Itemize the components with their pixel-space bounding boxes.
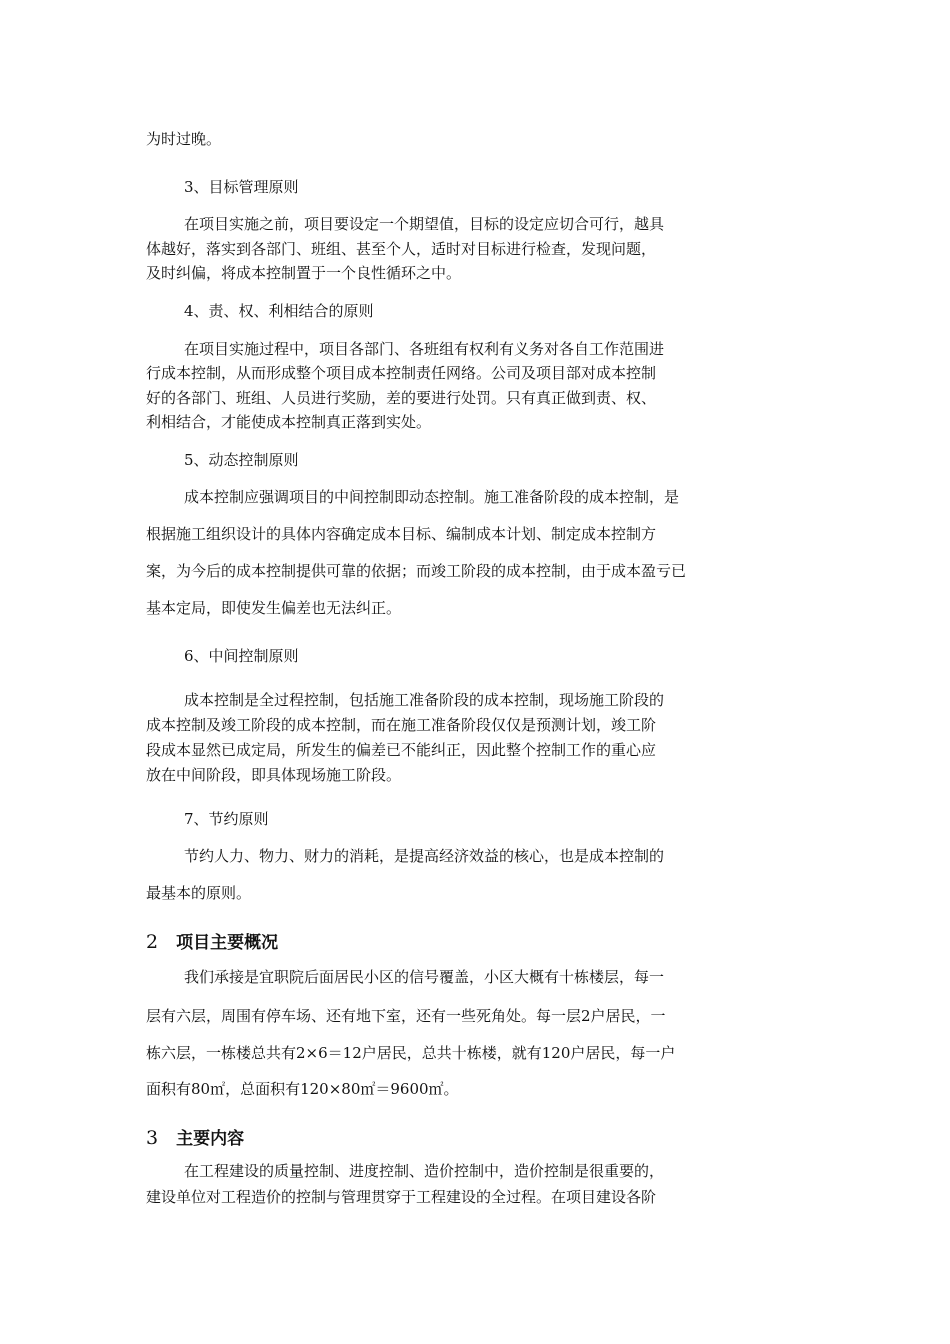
paragraph-line: 案，为今后的成本控制提供可靠的依据；而竣工阶段的成本控制，由于成本盈亏已 — [146, 562, 687, 580]
paragraph-line: 节约人力、物力、财力的消耗，是提高经济效益的核心，也是成本控制的 — [184, 847, 665, 865]
paragraph-line: 利相结合，才能使成本控制真正落到实处。 — [146, 413, 432, 431]
section-heading — [146, 1124, 244, 1149]
section-subtitle: 4、责、权、利相结合的原则 — [184, 302, 374, 320]
paragraph-line: 基本定局，即使发生偏差也无法纠正。 — [146, 599, 402, 617]
paragraph-line: 我们承接是宜职院后面居民小区的信号覆盖，小区大概有十栋楼层，每一 — [184, 968, 665, 986]
paragraph-line: 为时过晚。 — [146, 130, 222, 148]
paragraph-line: 好的各部门、班组、人员进行奖励，差的要进行处罚。只有真正做到责、权、 — [146, 389, 657, 407]
section-subtitle: 6、中间控制原则 — [184, 647, 299, 665]
paragraph-line: 在项目实施过程中，项目各部门、各班组有权利有义务对各自工作范围进 — [184, 340, 665, 358]
section-heading — [146, 928, 278, 953]
paragraph-line: 段成本显然已成定局，所发生的偏差已不能纠正，因此整个控制工作的重心应 — [146, 741, 657, 759]
paragraph-line: 根据施工组织设计的具体内容确定成本目标、编制成本计划、制定成本控制方 — [146, 525, 657, 543]
section-subtitle: 7、节约原则 — [184, 810, 269, 828]
paragraph-line: 在项目实施之前，项目要设定一个期望值，目标的设定应切合可行，越具 — [184, 215, 665, 233]
paragraph-line: 放在中间阶段，即具体现场施工阶段。 — [146, 766, 402, 784]
paragraph-line: 行成本控制，从而形成整个项目成本控制责任网络。公司及项目部对成本控制 — [146, 364, 657, 382]
paragraph-line: 成本控制及竣工阶段的成本控制，而在施工准备阶段仅仅是预测计划，竣工阶 — [146, 716, 657, 734]
paragraph-line: 最基本的原则。 — [146, 884, 252, 902]
paragraph-line: 建设单位对工程造价的控制与管理贯穿于工程建设的全过程。在项目建设各阶 — [146, 1188, 657, 1206]
paragraph-line: 成本控制是全过程控制，包括施工准备阶段的成本控制，现场施工阶段的 — [184, 691, 665, 709]
paragraph-line: 成本控制应强调项目的中间控制即动态控制。施工准备阶段的成本控制，是 — [184, 488, 680, 506]
paragraph-line: 面积有80㎡，总面积有120×80㎡＝9600㎡。 — [146, 1080, 459, 1098]
paragraph-line: 在工程建设的质量控制、进度控制、造价控制中，造价控制是很重要的， — [184, 1162, 665, 1180]
section-number: 3 — [146, 1127, 159, 1149]
paragraph-line: 体越好，落实到各部门、班组、甚至个人，适时对目标进行检查，发现问题， — [146, 240, 657, 258]
paragraph-line: 及时纠偏，将成本控制置于一个良性循环之中。 — [146, 264, 462, 282]
section-subtitle: 3、目标管理原则 — [184, 178, 299, 196]
section-title: 项目主要概况 — [176, 933, 279, 953]
section-title: 主要内容 — [176, 1129, 245, 1149]
paragraph-line: 栋六层，一栋楼总共有2×6＝12户居民，总共十栋楼，就有120户居民，每一户 — [146, 1044, 676, 1062]
section-subtitle: 5、动态控制原则 — [184, 451, 299, 469]
paragraph-line: 层有六层，周围有停车场、还有地下室，还有一些死角处。每一层2户居民，一 — [146, 1007, 666, 1025]
section-number: 2 — [146, 931, 159, 953]
